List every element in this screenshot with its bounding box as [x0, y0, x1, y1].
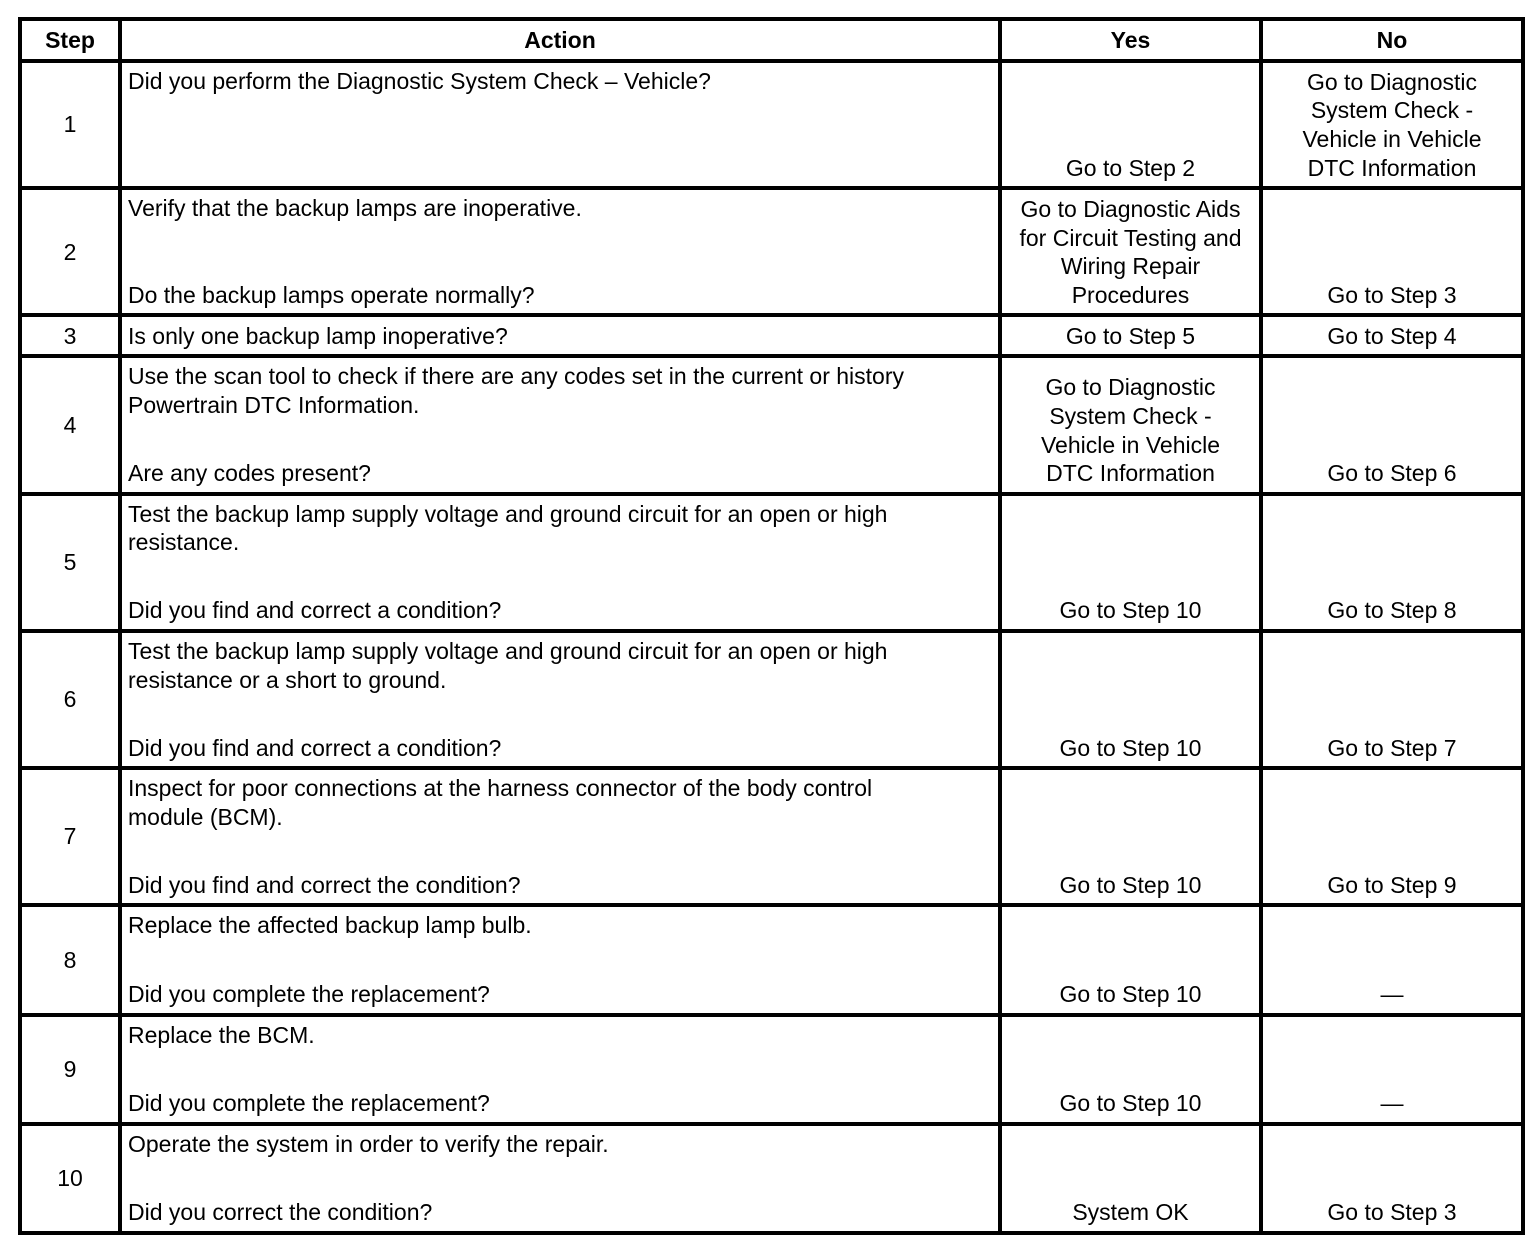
yes-text: for Circuit Testing and [1019, 224, 1242, 251]
step-number: 1 [20, 61, 120, 188]
action-text: resistance or a short to ground. [128, 666, 447, 693]
yes-text: Go to Step 5 [1065, 322, 1196, 349]
step-number: 2 [20, 188, 120, 315]
yes-text: Go to Step 10 [1059, 1090, 1202, 1117]
table-row [20, 188, 1523, 315]
action-cell [120, 905, 1000, 1014]
table-row [20, 1124, 1523, 1233]
step-number: 8 [20, 905, 120, 1014]
action-question: Are any codes present? [128, 460, 371, 487]
action-text: Test the backup lamp supply voltage and ground circuit for an open or high [128, 637, 888, 664]
table-row [20, 315, 1523, 356]
action-question: Did you complete the replacement? [128, 1090, 490, 1117]
action-cell [120, 356, 1000, 493]
header-no: No [1261, 19, 1523, 61]
no-cell [1261, 905, 1523, 1014]
action-text: Inspect for poor connections at the harness connector of the body control [128, 775, 873, 802]
no-cell [1261, 61, 1523, 188]
action-question: Did you complete the replacement? [128, 980, 490, 1007]
action-cell [120, 631, 1000, 768]
table-row [20, 768, 1523, 905]
no-cell [1261, 356, 1523, 493]
yes-text: System Check - [1049, 402, 1212, 429]
step-number: 6 [20, 631, 120, 768]
no-cell [1261, 1124, 1523, 1233]
step-number: 7 [20, 768, 120, 905]
table-row [20, 905, 1523, 1014]
yes-text: Go to Diagnostic Aids [1020, 196, 1241, 223]
diagnostic-table [18, 17, 1525, 1235]
action-text: Replace the BCM. [128, 1021, 315, 1048]
action-question: Did you find and correct a condition? [128, 597, 502, 624]
no-text: System Check - [1310, 97, 1474, 124]
no-text: Go to Diagnostic [1306, 68, 1478, 95]
action-question: Did you find and correct a condition? [128, 734, 502, 761]
action-text: Is only one backup lamp inoperative? [128, 322, 508, 349]
yes-cell [1000, 1124, 1261, 1233]
yes-cell [1000, 494, 1261, 631]
action-cell [120, 1015, 1000, 1124]
action-text: Did you perform the Diagnostic System Check – Vehicle? [128, 68, 711, 94]
no-cell [1261, 768, 1523, 905]
yes-cell [1000, 1015, 1261, 1124]
table-row [20, 356, 1523, 493]
no-text: DTC Information [1307, 154, 1477, 181]
no-text: Vehicle in Vehicle [1302, 126, 1482, 153]
action-text: Powertrain DTC Information. [128, 392, 420, 419]
action-text: Test the backup lamp supply voltage and ground circuit for an open or high [128, 500, 888, 527]
no-cell [1261, 631, 1523, 768]
yes-text: Vehicle in Vehicle [1040, 431, 1220, 458]
no-cell [1261, 494, 1523, 631]
yes-cell [1000, 768, 1261, 905]
action-cell [120, 188, 1000, 315]
no-cell [1261, 315, 1523, 356]
step-number: 9 [20, 1015, 120, 1124]
step-number: 10 [20, 1124, 120, 1233]
yes-text: Go to Step 10 [1059, 597, 1202, 624]
table-row [20, 631, 1523, 768]
action-text: Operate the system in order to verify the repair. [128, 1130, 609, 1157]
yes-cell [1000, 631, 1261, 768]
yes-cell [1000, 905, 1261, 1014]
yes-text: Procedures [1071, 281, 1190, 308]
action-text: Use the scan tool to check if there are any codes set in the current or history [128, 363, 905, 390]
no-text: Go to Step 3 [1327, 281, 1457, 308]
no-text: — [1380, 1090, 1404, 1117]
action-text: module (BCM). [128, 803, 283, 830]
no-text: Go to Step 7 [1327, 734, 1457, 761]
yes-cell [1000, 356, 1261, 493]
no-cell [1261, 188, 1523, 315]
yes-cell [1000, 61, 1261, 188]
no-text: Go to Step 8 [1327, 597, 1457, 624]
yes-text: Go to Diagnostic [1045, 374, 1216, 401]
yes-text: Go to Step 10 [1059, 734, 1202, 761]
yes-text: System OK [1072, 1199, 1189, 1226]
action-cell [120, 61, 1000, 188]
action-question: Did you correct the condition? [128, 1199, 433, 1226]
action-question: Did you find and correct the condition? [128, 871, 521, 898]
header-yes: Yes [1000, 19, 1261, 61]
action-text: Replace the affected backup lamp bulb. [128, 912, 532, 939]
action-cell [120, 768, 1000, 905]
yes-cell [1000, 188, 1261, 315]
no-text: — [1380, 980, 1404, 1007]
no-cell [1261, 1015, 1523, 1124]
no-text: Go to Step 6 [1327, 460, 1457, 487]
table-row [20, 1015, 1523, 1124]
yes-text: Wiring Repair [1060, 253, 1201, 280]
action-cell [120, 494, 1000, 631]
table-row [20, 61, 1523, 188]
step-number: 3 [20, 315, 120, 356]
step-number: 5 [20, 494, 120, 631]
yes-text: Go to Step 10 [1059, 871, 1202, 898]
no-text: Go to Step 9 [1327, 871, 1457, 898]
yes-text: DTC Information [1046, 460, 1215, 487]
yes-text: Go to Step 10 [1059, 980, 1202, 1007]
header-step: Step [20, 19, 120, 61]
header-action: Action [120, 19, 1000, 61]
yes-cell [1000, 315, 1261, 356]
no-text: Go to Step 3 [1327, 1199, 1457, 1226]
no-text: Go to Step 4 [1327, 322, 1457, 349]
action-cell [120, 1124, 1000, 1233]
header-row [20, 19, 1523, 61]
table-row [20, 494, 1523, 631]
yes-text: Go to Step 2 [1065, 154, 1196, 181]
action-question: Do the backup lamps operate normally? [128, 281, 535, 308]
step-number: 4 [20, 356, 120, 493]
action-cell [120, 315, 1000, 356]
action-text: resistance. [128, 529, 240, 556]
action-text: Verify that the backup lamps are inoperative. [128, 195, 582, 222]
